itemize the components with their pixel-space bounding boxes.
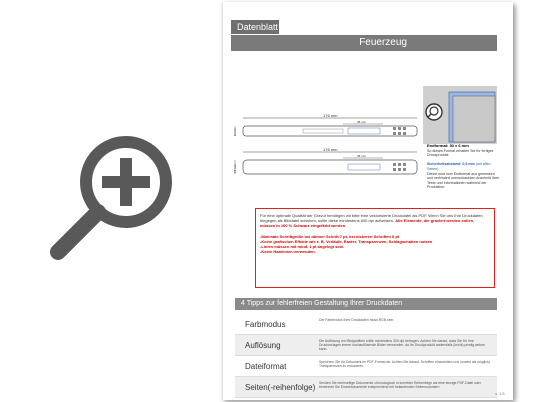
zoom-in-button[interactable]: [48, 130, 178, 260]
tip-term: Dateiformat: [245, 362, 287, 371]
safety-suffix: (auf allen Seiten): [427, 162, 491, 171]
tip-row: [235, 335, 497, 356]
tip-row: [235, 377, 497, 398]
bottom-width-label: 176 mm: [323, 147, 338, 152]
lighter-technical-drawing: [233, 114, 423, 184]
page-number: s. 1/1: [495, 391, 505, 396]
format-diagram: [423, 86, 497, 144]
engraving-notice: [255, 208, 495, 288]
safety-label: Sicherheitsabstand: 0,5 mm: [427, 162, 475, 167]
top-inner-label: 38 mm: [357, 120, 367, 124]
format-info: [427, 144, 501, 190]
tip-desc: Die Auflösung von Bildgrafiken sollte mindestens 300 dpi betragen. Achten Sie darauf, dass Sie für Ihre Druckvorlagen immer hochauflösende Bilder verwenden, da Ihr Druckprodukt andernfalls (leicht) pixelig wirken kann.: [319, 339, 485, 352]
safety-text: Dieser wird vom Endformat aus gemessen und verhindert unerwünschten Anschnitt Ihrer Texte und Informationen während der Produktion.: [427, 171, 500, 190]
tip-desc: Senden Sie mehrseitige Dokumente chronologisch in korrekter Reihenfolge als eine einzige PDF-Datei oder benennen Sie Einzeldokumente entsprechend mit fortlaufenden Seitennummern.: [319, 381, 481, 390]
tip-term: Auflösung: [245, 341, 281, 350]
endformat-label: Endformat: 30 x 6 mm: [427, 143, 469, 148]
notice-rule: -Keine Haarlinien verwenden.: [260, 249, 316, 255]
magnifier-plus-icon: [48, 130, 178, 260]
datasheet-page: [222, 2, 513, 400]
datasheet-tab: Datenblatt: [231, 20, 279, 34]
tip-row: [235, 356, 497, 377]
notice-intro: Für eine optimale Qualität der Gravur benötigen wir bitte eine vektorisierte Druckdatei als PDF. Wenn Sie uns Ihre Druckdaten hingegen als Bilddatei schicken, sollte diese mindestens 600 dpi aufweisen.: [260, 213, 483, 224]
tip-term: Seiten(-reihenfolge): [245, 383, 316, 392]
tip-row: [235, 314, 497, 335]
bottom-height-label: 15 mm: [233, 163, 237, 173]
endformat-text: So dieses Format erhalten Sie Ihr fertiges Druckprodukt.: [427, 148, 494, 158]
notice-rule: -Keine grafischen Effekte wie z. B. Verläufe, Raster, Transparenzen, Schlagschatten nutzen: [260, 239, 433, 245]
tip-term: Farbmodus: [245, 320, 286, 329]
notice-intro-red: Alle Elemente, die graviert werden sollen, müssen in 100 % Schwarz eingefärbt werden.: [260, 218, 475, 229]
page-title: Feuerzeug: [231, 35, 497, 51]
notice-rule: -Minimale Schriftgröße bei dünner Schrift 7 pt, bei dickeren Schriften 6 pt: [260, 233, 400, 239]
notice-rule: -Linien müssen mit mind. 1 pt angelegt sein.: [260, 244, 345, 250]
tip-desc: Der Farbmodus Ihrer Druckdaten muss RGB sein.: [319, 318, 395, 322]
tips-heading: 4 Tipps zur fehlerfreien Gestaltung Ihrer Druckdaten: [235, 298, 497, 310]
top-width-label: 176 mm: [323, 114, 338, 118]
tip-desc: Speichern Sie Ihr Dokument im PDF-Format ab. Achten Sie darauf, Schriften einzubetten und (sowiet als möglich) Transparenzen zu reduzieren.: [319, 360, 490, 369]
bottom-inner-label: 38 mm: [357, 154, 367, 158]
top-height-label: 8 mm: [233, 128, 237, 136]
